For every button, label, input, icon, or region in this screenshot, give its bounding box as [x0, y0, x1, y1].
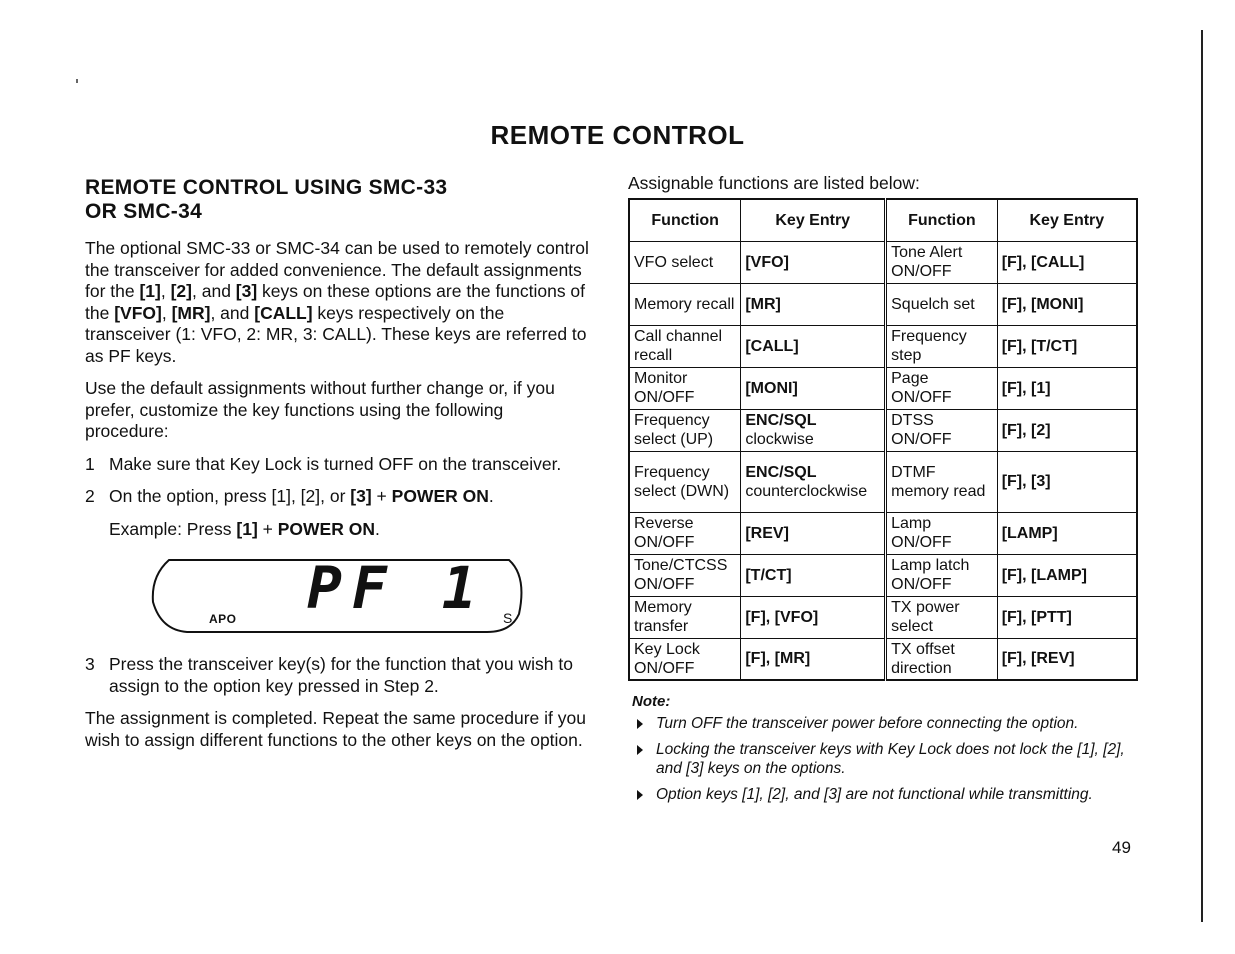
cell-text: Memory recall: [634, 295, 735, 313]
key-entry-cell: [997, 554, 1137, 596]
key-1-label: [1]: [236, 518, 258, 539]
key-entry-cell: [741, 451, 886, 512]
cell-text: Lamp ON/OFF: [891, 515, 952, 551]
cell-subtext: counterclockwise: [745, 482, 868, 500]
cell-text: [T/CT]: [745, 566, 792, 584]
cell-text: Page ON/OFF: [891, 370, 952, 406]
key-entry-cell: [997, 283, 1137, 325]
function-cell: [886, 638, 998, 680]
cell-text: [F], [REV]: [1001, 650, 1075, 668]
cell-text: ENC/SQL: [745, 463, 817, 481]
cell-text: Squelch set: [891, 295, 975, 313]
completion-paragraph: The assignment is completed. Repeat the same procedure if you wish to assign different functions to the other keys on the option.: [85, 708, 586, 750]
function-cell: [629, 283, 741, 325]
cell-text: [MR]: [745, 295, 781, 313]
cell-text: Lamp latch ON/OFF: [891, 557, 970, 593]
function-cell: [886, 367, 998, 409]
table-row: [629, 451, 1137, 512]
lcd-s-indicator: S: [503, 610, 513, 626]
key-entry-cell: [997, 512, 1137, 554]
key-entry-cell: [741, 325, 886, 367]
section-title-line1: REMOTE CONTROL USING SMC-33: [85, 176, 448, 199]
text-run: ,: [290, 486, 301, 506]
cell-text: Monitor ON/OFF: [634, 370, 695, 406]
cell-text: [F], [VFO]: [745, 608, 819, 626]
key-1-label: [1]: [139, 281, 161, 301]
function-cell: [886, 596, 998, 638]
note-text: Locking the transceiver keys with Key Lock does not lock the [1], [2], and [3] keys on the options.: [656, 741, 1125, 777]
key-2-label: [2]: [170, 281, 192, 301]
table-row: [629, 241, 1137, 283]
key-entry-cell: [997, 596, 1137, 638]
header-function: Function: [629, 199, 741, 241]
header-key-entry: Key Entry: [997, 199, 1137, 241]
text-run: , or: [320, 486, 351, 506]
text-run: keys respectively on the transceiver (1: VFO, 2: MR, 3: CALL). These keys are referred to as PF keys.: [85, 302, 587, 366]
cell-text: [REV]: [745, 524, 789, 542]
function-cell: [629, 241, 741, 283]
cell-text: [LAMP]: [1001, 524, 1058, 542]
key-3-label: [3]: [350, 486, 372, 506]
bullet-triangle-icon: [637, 719, 643, 729]
text-run: .: [374, 518, 380, 539]
function-cell: [629, 451, 741, 512]
step-number: 1: [85, 453, 95, 474]
cell-subtext: clockwise: [745, 431, 814, 448]
cell-text: Tone Alert ON/OFF: [891, 244, 963, 280]
note-text: Turn OFF the transceiver power before connecting the option.: [656, 715, 1079, 732]
text-run: ,: [160, 281, 171, 301]
function-cell: [886, 409, 998, 451]
cell-text: Key Lock ON/OFF: [634, 640, 700, 677]
cell-text: Frequency step: [891, 328, 967, 364]
function-cell: [629, 554, 741, 596]
text-run: .: [488, 486, 494, 506]
table-row: [629, 554, 1137, 596]
bullet-triangle-icon: [637, 745, 643, 755]
note-item: [628, 740, 1138, 778]
cell-text: [F], [3]: [1001, 473, 1051, 490]
text-run: keys on these options are the functions of the: [85, 281, 586, 323]
note-item: [628, 785, 1138, 804]
function-cell: [629, 409, 741, 451]
cell-text: Tone/CTCSS ON/OFF: [634, 557, 728, 593]
intro-paragraph: [85, 238, 590, 367]
left-column: [85, 176, 590, 762]
text-run: +: [371, 486, 392, 506]
page-edge-line: [1201, 30, 1203, 922]
step-1: [85, 454, 590, 476]
cell-text: [VFO]: [745, 253, 789, 271]
cell-text: VFO select: [634, 253, 714, 271]
step-3: [85, 654, 590, 697]
function-cell: [886, 283, 998, 325]
call-key-label: [CALL]: [254, 302, 313, 323]
function-cell: [886, 241, 998, 283]
table-row: [629, 638, 1137, 680]
table-row: [629, 283, 1137, 325]
cell-text: [F], [2]: [1001, 421, 1051, 439]
scan-speck: [76, 79, 78, 83]
cell-text: TX offset direction: [891, 640, 955, 677]
table-row: [629, 596, 1137, 638]
lcd-apo-indicator: APO: [209, 612, 237, 626]
table-header-row: [629, 199, 1137, 241]
cell-text: [F], [LAMP]: [1001, 566, 1087, 584]
key-entry-cell: [997, 638, 1137, 680]
page-number: 49: [1112, 838, 1131, 857]
mr-key-label: [MR]: [171, 302, 211, 323]
section-title: [85, 176, 590, 224]
bullet-triangle-icon: [637, 790, 643, 800]
key-entry-cell: [741, 409, 886, 451]
table-row: [629, 325, 1137, 367]
cell-text: ENC/SQL: [745, 412, 817, 429]
text-run: On the option, press: [109, 486, 272, 506]
function-cell: [629, 367, 741, 409]
key-entry-cell: [997, 367, 1137, 409]
cell-text: Call channel recall: [634, 328, 723, 364]
key-entry-cell: [741, 512, 886, 554]
step-text: Make sure that Key Lock is turned OFF on the transceiver.: [109, 453, 562, 474]
power-on-label: POWER ON: [277, 518, 375, 539]
key-1-label: [1]: [271, 486, 291, 506]
cell-text: Memory transfer: [634, 599, 692, 635]
example-line: [85, 519, 590, 541]
text-run: ,: [161, 302, 172, 323]
note-item: [628, 714, 1138, 733]
key-entry-cell: [997, 409, 1137, 451]
cell-text: [F], [1]: [1001, 379, 1051, 397]
function-cell: [629, 638, 741, 680]
note-text: Option keys [1], [2], and [3] are not functional while transmitting.: [656, 786, 1093, 803]
key-entry-cell: [741, 596, 886, 638]
key-entry-cell: [741, 241, 886, 283]
function-cell: [886, 512, 998, 554]
step-2: [85, 486, 590, 508]
key-entry-cell: [997, 325, 1137, 367]
key-2-label: [2]: [300, 486, 321, 506]
key-entry-cell: [741, 283, 886, 325]
table-row: [629, 512, 1137, 554]
cell-text: [F], [CALL]: [1001, 253, 1085, 271]
header-function: Function: [886, 199, 998, 241]
cell-text: [MONI]: [745, 379, 798, 397]
key-entry-cell: [741, 367, 886, 409]
procedure-paragraph: Use the default assignments without further change or, if you prefer, customize the key functions using the following procedure:: [85, 378, 555, 441]
cell-text: [F], [MR]: [745, 650, 811, 668]
cell-text: [CALL]: [745, 337, 799, 355]
function-cell: [629, 596, 741, 638]
table-intro: Assignable functions are listed below:: [628, 173, 920, 193]
key-3-label: [3]: [235, 281, 258, 301]
key-entry-cell: [741, 638, 886, 680]
function-cell: [886, 325, 998, 367]
lcd-display: [147, 552, 547, 638]
cell-text: TX power select: [891, 599, 960, 635]
cell-text: Frequency select (UP): [634, 412, 714, 448]
cell-text: [F], [T/CT]: [1001, 337, 1078, 355]
function-cell: [629, 512, 741, 554]
key-entry-cell: [997, 451, 1137, 512]
step-text: Press the transceiver key(s) for the function that you wish to assign to the option key pressed in Step 2.: [109, 654, 573, 696]
text-run: +: [257, 518, 278, 539]
key-entry-cell: [997, 241, 1137, 283]
text-run: , and: [210, 302, 255, 323]
step-number: 2: [85, 486, 95, 506]
text-run: , and: [192, 281, 236, 301]
power-on-label: POWER ON: [391, 486, 489, 506]
cell-text: Frequency select (DWN): [634, 463, 730, 500]
cell-text: DTSS ON/OFF: [891, 412, 952, 448]
functions-table: [628, 198, 1138, 681]
cell-text: [F], [MONI]: [1001, 295, 1084, 313]
right-column: [628, 172, 1138, 811]
function-cell: [886, 451, 998, 512]
section-title-line2: OR SMC-34: [85, 200, 203, 223]
function-cell: [629, 325, 741, 367]
table-row: [629, 367, 1137, 409]
cell-text: [F], [PTT]: [1001, 608, 1072, 626]
header-key-entry: Key Entry: [741, 199, 886, 241]
text-run: Example: Press: [109, 518, 237, 539]
text-run: The optional SMC-33 or SMC-34 can be used to remotely control the transceiver for added convenience. The default assignments for the: [85, 238, 589, 301]
lcd-main-text: PF 1: [307, 554, 487, 622]
cell-text: DTMF memory read: [891, 463, 986, 500]
function-cell: [886, 554, 998, 596]
table-row: [629, 409, 1137, 451]
key-entry-cell: [741, 554, 886, 596]
cell-text: Reverse ON/OFF: [634, 515, 695, 551]
step-number: 3: [85, 654, 95, 674]
page-title: REMOTE CONTROL: [490, 120, 745, 150]
note-label: Note:: [632, 693, 671, 710]
vfo-key-label: [VFO]: [114, 302, 162, 323]
